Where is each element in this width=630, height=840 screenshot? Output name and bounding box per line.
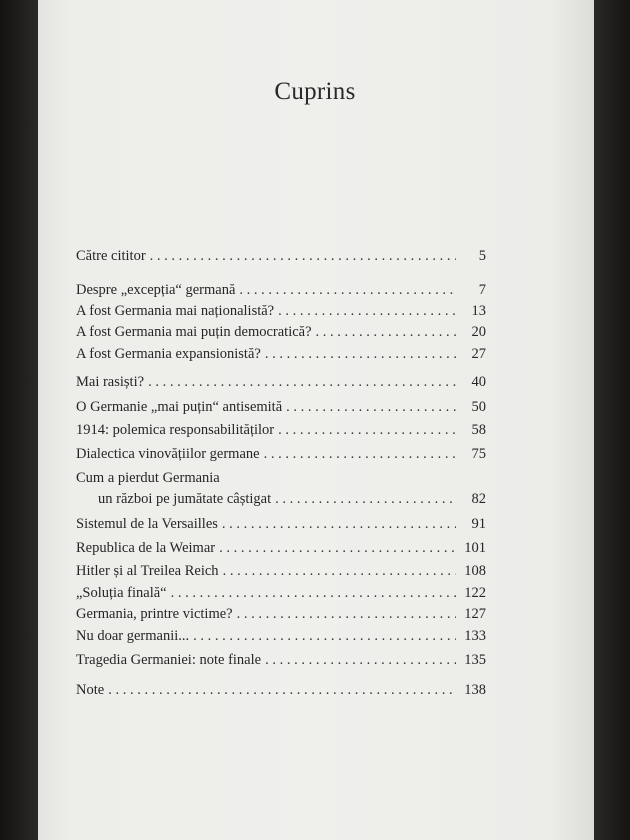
toc-leader-dots: [286, 397, 456, 417]
toc-leader-dots: [278, 301, 456, 321]
toc-entry: [76, 301, 486, 321]
toc-entry-label: Despre „excepția“ germană: [76, 282, 236, 298]
toc-entry: [76, 604, 486, 624]
toc-entry-label-continued: un război pe jumătate câștigat: [98, 491, 272, 507]
toc-leader-dots: [237, 604, 456, 624]
toc-entry-label: A fost Germania mai puțin democratică?: [76, 324, 312, 340]
toc-entry: [76, 680, 486, 700]
toc-leader-dots: [219, 538, 456, 558]
toc-entry-page: 7: [478, 282, 486, 298]
toc-entry-label: A fost Germania mai naționalistă?: [76, 303, 275, 319]
toc-leader-dots: [265, 344, 456, 364]
toc-entry-label: Către cititor: [76, 248, 146, 264]
toc-entry: [76, 246, 486, 266]
toc-entry: [76, 322, 486, 342]
toc-entry-label: 1914: polemica responsabilităților: [76, 422, 275, 438]
toc-leader-dots: [108, 680, 456, 700]
toc-entry: [76, 583, 486, 603]
toc-entry-label: Dialectica vinovățiilor germane: [76, 446, 260, 462]
toc-entry-page: 138: [464, 682, 486, 698]
toc-entry-label: Note: [76, 682, 105, 698]
toc-entry-page: 91: [471, 516, 486, 532]
toc-entry-label: Hitler și al Treilea Reich: [76, 563, 219, 579]
toc-leader-dots: [148, 372, 456, 392]
toc-entry-page: 135: [464, 652, 486, 668]
toc-entry-page: 50: [471, 399, 486, 415]
toc-entry-page: 58: [471, 422, 486, 438]
toc-entry-label: Germania, printre victime?: [76, 606, 233, 622]
toc-leader-dots: [150, 246, 456, 266]
toc-entry-page: 13: [471, 303, 486, 319]
toc-entry-page: 101: [464, 540, 486, 556]
toc-entry: [76, 444, 486, 464]
toc-entry-page: 108: [464, 563, 486, 579]
toc-entry-continuation: [98, 489, 486, 509]
toc-leader-dots: [171, 583, 456, 603]
toc-entry-page: 20: [471, 324, 486, 340]
toc-entry-label: Mai rasiști?: [76, 374, 145, 390]
toc-entry-page: 40: [471, 374, 486, 390]
page-title: Cuprins: [274, 78, 356, 105]
toc-leader-dots: [278, 420, 456, 440]
toc-entry-label: Tragedia Germaniei: note finale: [76, 652, 262, 668]
toc-leader-dots: [275, 489, 456, 509]
toc-entry: [76, 280, 486, 300]
toc-entry: [76, 344, 486, 364]
toc-entry: [76, 397, 486, 417]
toc-entry-label: A fost Germania expansionistă?: [76, 346, 261, 362]
toc-leader-dots: [222, 514, 456, 534]
toc-entry-label: O Germanie „mai puțin“ antisemită: [76, 399, 283, 415]
toc-entry-page: 133: [464, 628, 486, 644]
toc-entry-page: 127: [464, 606, 486, 622]
toc-entry-label: „Soluția finală“: [76, 585, 167, 601]
toc-entry: [76, 650, 486, 670]
toc-entry: [76, 538, 486, 558]
toc-entry-page: 82: [471, 491, 486, 507]
toc-entry: [76, 626, 486, 646]
toc-entry-page: 5: [478, 248, 486, 264]
toc-leader-dots: [265, 650, 456, 670]
toc-entry-label: Cum a pierdut Germania: [76, 470, 220, 486]
toc-entry-first-line: [76, 468, 486, 488]
toc-leader-dots: [264, 444, 456, 464]
toc-entry-page: 27: [471, 346, 486, 362]
toc-entry: [76, 561, 486, 581]
toc-entry-label: Sistemul de la Versailles: [76, 516, 218, 532]
toc-leader-dots: [193, 626, 456, 646]
toc-leader-dots: [239, 280, 456, 300]
toc-entry: [76, 372, 486, 392]
toc-entry-page: 122: [464, 585, 486, 601]
toc-entry-label: Republica de la Weimar: [76, 540, 216, 556]
toc-leader-dots: [223, 561, 456, 581]
toc-leader-dots: [316, 322, 456, 342]
toc-entry-page: 75: [471, 446, 486, 462]
toc-entry: [76, 420, 486, 440]
toc-entry-label: Nu doar germanii...: [76, 628, 190, 644]
toc-entry: [76, 514, 486, 534]
